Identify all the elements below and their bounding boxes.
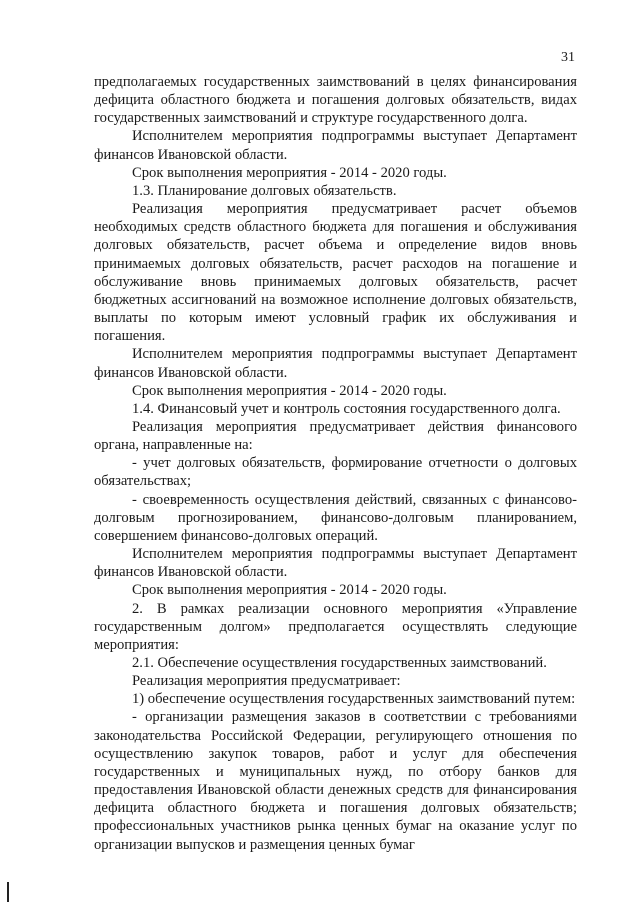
paragraph-14: 2. В рамках реализации основного мероприятия «Управление государственным долгом» предполагается осуществлять следующие мероприятия: <box>94 600 577 653</box>
paragraph-5: Реализация мероприятия предусматривает расчет объемов необходимых средств областного бюджета для погашения и обслуживания долговых обязательств, расчет объема и определение видов вновь принимаемых долговых обязательств, расчет расходов на погашение и обслуживание вновь принимаемых долговых обязательств, расчет бюджетных ассигнований на возможное исполнение долговых обязательств, выплаты по которым имеют условный график их обслуживания и погашения. <box>94 201 577 345</box>
paragraph-17: 1) обеспечение осуществления государственных заимствований путем: <box>132 691 576 708</box>
paragraph-18: - организации размещения заказов в соответствии с требованиями законодательства Российской Федерации, регулирующего отношения по осуществлению закупок товаров, работ и услуг для обеспечения государственных и муниципальных нужд, по отбору банков для предоставления Ивановской области денежных средств для финансирования дефицита областного бюджета и погашения долговых обязательств; профессиональных участников рынка ценных бумаг на оказание услуг по организации выпусков и размещения ценных бумаг <box>94 709 577 853</box>
paragraph-7: Срок выполнения мероприятия - 2014 - 2020 годы. <box>132 382 447 399</box>
scan-margin-mark <box>7 882 9 902</box>
paragraph-2: Исполнителем мероприятия подпрограммы выступает Департамент финансов Ивановской области. <box>94 128 577 163</box>
document-body <box>94 73 577 854</box>
paragraph-16: Реализация мероприятия предусматривает: <box>132 673 401 690</box>
paragraph-3: Срок выполнения мероприятия - 2014 - 2020 годы. <box>132 164 447 181</box>
paragraph-4: 1.3. Планирование долговых обязательств. <box>132 182 397 199</box>
page-number: 31 <box>561 50 575 65</box>
paragraph-11: - своевременность осуществления действий, связанных с финансово-долговым прогнозированием, финансово-долговым планированием, совершением финансово-долговых операций. <box>94 491 577 544</box>
paragraph-10: - учет долговых обязательств, формирование отчетности о долговых обязательствах; <box>94 455 577 490</box>
paragraph-9: Реализация мероприятия предусматривает действия финансового органа, направленные на: <box>94 418 577 454</box>
paragraph-15: 2.1. Обеспечение осуществления государственных заимствований. <box>132 655 547 671</box>
paragraph-12: Исполнителем мероприятия подпрограммы выступает Департамент финансов Ивановской области. <box>94 546 577 581</box>
paragraph-13: Срок выполнения мероприятия - 2014 - 2020 годы. <box>132 582 447 599</box>
paragraph-8: 1.4. Финансовый учет и контроль состояния государственного долга. <box>132 400 561 417</box>
paragraph-1: предполагаемых государственных заимствований в целях финансирования дефицита областного бюджета и погашения долговых обязательств, видах государственных заимствований и структуре государственного долга. <box>94 74 577 127</box>
paragraph-6: Исполнителем мероприятия подпрограммы выступает Департамент финансов Ивановской области. <box>94 346 577 381</box>
